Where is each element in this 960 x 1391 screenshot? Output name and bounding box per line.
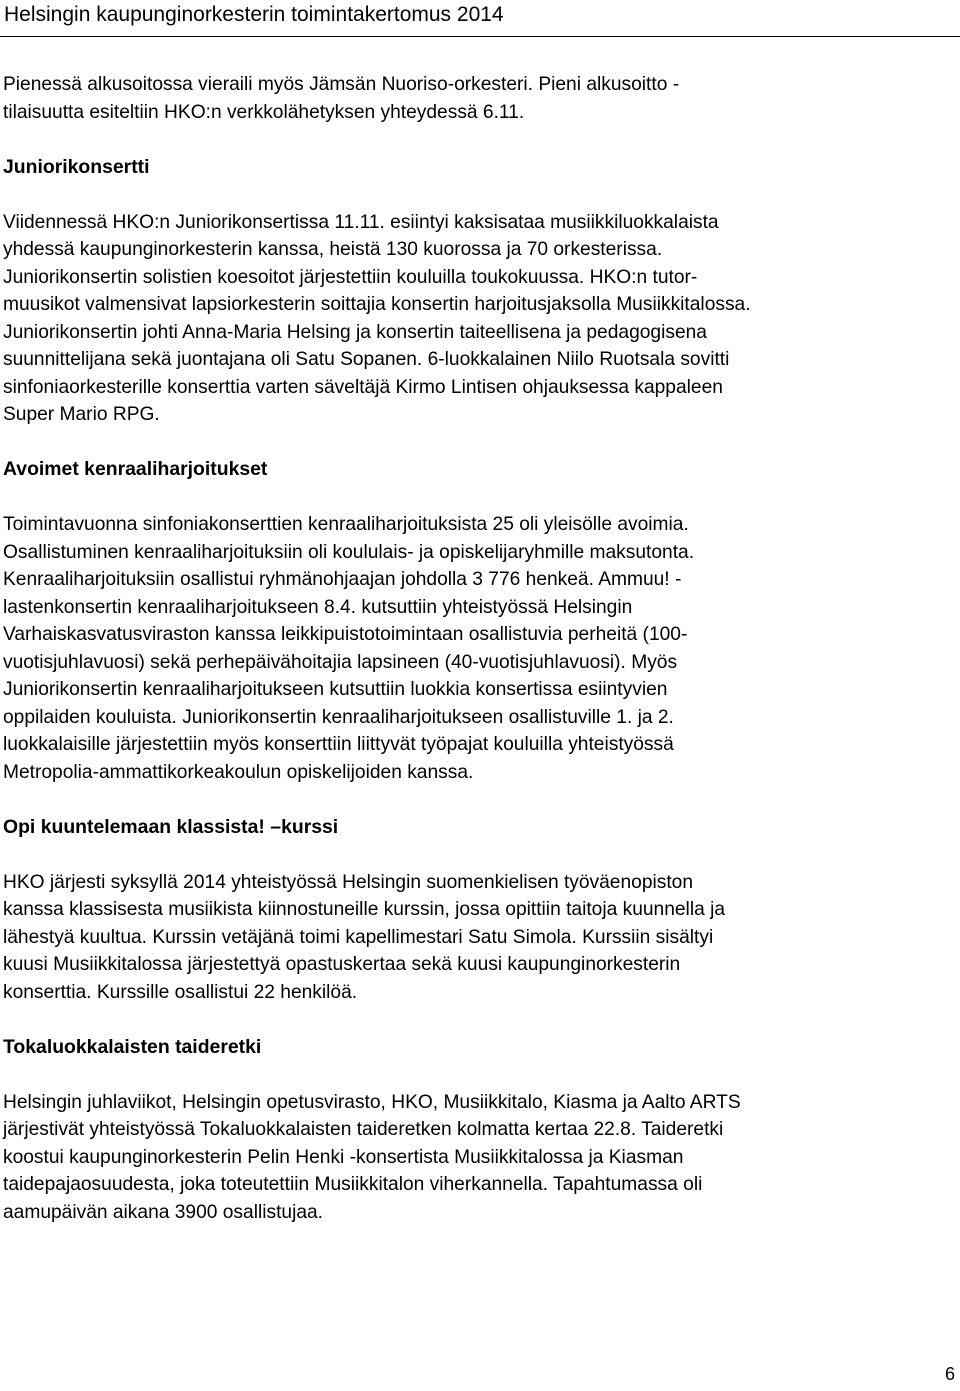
text-line: Kenraaliharjoituksiin osallistui ryhmänohjaajan johdolla 3 776 henkeä. Ammuu! - — [3, 569, 682, 590]
text-line: muusikot valmensivat lapsiorkesterin soittajia konsertin harjoitusjaksolla Musiikkitalossa. — [3, 294, 751, 315]
page-number: 6 — [944, 1364, 955, 1384]
section-heading-kenraaliharjoitukset: Avoimet kenraaliharjoitukset — [3, 458, 268, 480]
text-line: Metropolia-ammattikorkeakoulun opiskelijoiden kanssa. — [3, 761, 474, 783]
text-line: tilaisuutta esiteltiin HKO:n verkkolähetyksen yhteydessä 6.11. — [3, 101, 525, 123]
document-header-title: Helsingin kaupunginorkesterin toimintakertomus 2014 — [4, 3, 504, 26]
juniorikonsertti-paragraph — [3, 209, 955, 429]
text-line: järjestivät yhteistyössä Tokaluokkalaisten taideretken kolmatta kertaa 22.8. Taideretki — [3, 1119, 724, 1140]
heading-main-text: Opi kuuntelemaan klassista! — [3, 815, 271, 838]
text-line: lähestyä kuultua. Kurssin vetäjänä toimi kapellimestari Satu Simola. Kurssiin sisältyi — [3, 926, 714, 948]
text-line: kanssa klassisesta musiikista kiinnostuneille kurssin, jossa opittiin taitoja kuunnella ja — [3, 899, 726, 920]
text-line: oppilaiden kouluista. Juniorikonsertin kenraaliharjoitukseen osallistuville 1. ja 2. — [3, 706, 674, 728]
text-line: Juniorikonsertin johti Anna-Maria Helsing ja konsertin taiteellisena ja pedagogisena — [3, 321, 707, 343]
text-line: Varhaiskasvatusviraston kanssa leikkipuistotoimintaan osallistuvia perheitä (100- — [3, 624, 688, 645]
header-divider — [0, 36, 960, 37]
section-heading-tokaluokkalaiset: Tokaluokkalaisten taideretki — [3, 1035, 262, 1058]
text-line: Juniorikonsertin kenraaliharjoitukseen kutsuttiin luokkia konsertissa esiintyvien — [3, 679, 668, 700]
text-line: Super Mario RPG. — [3, 404, 160, 425]
text-line: lastenkonsertin kenraaliharjoitukseen 8.4. kutsuttiin yhteistyössä Helsingin — [3, 596, 633, 618]
text-line: koostui kaupunginorkesterin Pelin Henki -konsertista Musiikkitalossa ja Kiasman — [3, 1146, 684, 1168]
text-line: aamupäivän aikana 3900 osallistujaa. — [3, 1201, 324, 1223]
section-heading-juniorikonsertti: Juniorikonsertti — [3, 155, 150, 178]
intro-paragraph — [3, 71, 955, 126]
text-line: yhdessä kaupunginorkesterin kanssa, heistä 130 kuorossa ja 70 orkesterissa. — [3, 239, 663, 260]
text-line: HKO järjesti syksyllä 2014 yhteistyössä Helsingin suomenkielisen työväenopiston — [3, 871, 694, 893]
document-body — [3, 71, 955, 1254]
text-line: suunnittelijana sekä juontajana oli Satu Sopanen. 6-luokkalainen Niilo Ruotsala sovitti — [3, 349, 730, 370]
text-line: Pienessä alkusoitossa vieraili myös Jämsän Nuoriso-orkesteri. Pieni alkusoitto - — [3, 74, 680, 95]
text-line: konserttia. Kurssille osallistui 22 henkilöä. — [3, 981, 358, 1003]
text-line: vuotisjuhlavuosi) sekä perhepäivähoitajia lapsineen (40-vuotisjuhlavuosi). Myös — [3, 651, 678, 673]
text-line: Viidennessä HKO:n Juniorikonsertissa 11.11. esiintyi kaksisataa musiikkiluokkalaista — [3, 211, 719, 233]
text-line: Helsingin juhlaviikot, Helsingin opetusvirasto, HKO, Musiikkitalo, Kiasma ja Aalto ARTS — [3, 1091, 741, 1113]
text-line: luokkalaisille järjestettiin myös konserttiin liittyvät työpajat kouluilla yhteistyössä — [3, 734, 674, 755]
text-line: Osallistuminen kenraaliharjoituksiin oli koululais- ja opiskelijaryhmille maksutonta. — [3, 541, 695, 563]
text-line: sinfoniaorkesterille konserttia varten säveltäjä Kirmo Lintisen ohjauksessa kappaleen — [3, 376, 723, 398]
kenraaliharjoitukset-paragraph — [3, 511, 955, 786]
opi-kuuntelemaan-paragraph — [3, 869, 955, 1007]
section-heading-opi-kuuntelemaan — [3, 814, 955, 842]
text-line: kuusi Musiikkitalossa järjestettyä opastuskertaa sekä kuusi kaupunginorkesterin — [3, 954, 681, 975]
text-line: Juniorikonsertin solistien koesoitot järjestettiin kouluilla toukokuussa. HKO:n tutor- — [3, 266, 698, 288]
heading-dash: – — [270, 815, 282, 838]
text-line: taidepajaosuudesta, joka toteutettiin Musiikkitalon viherkannella. Tapahtumassa oli — [3, 1174, 703, 1195]
text-line: Toimintavuonna sinfoniakonserttien kenraaliharjoituksista 25 oli yleisölle avoimia. — [3, 514, 689, 535]
heading-tail-text: kurssi — [281, 815, 339, 838]
tokaluokkalaiset-paragraph — [3, 1089, 955, 1227]
